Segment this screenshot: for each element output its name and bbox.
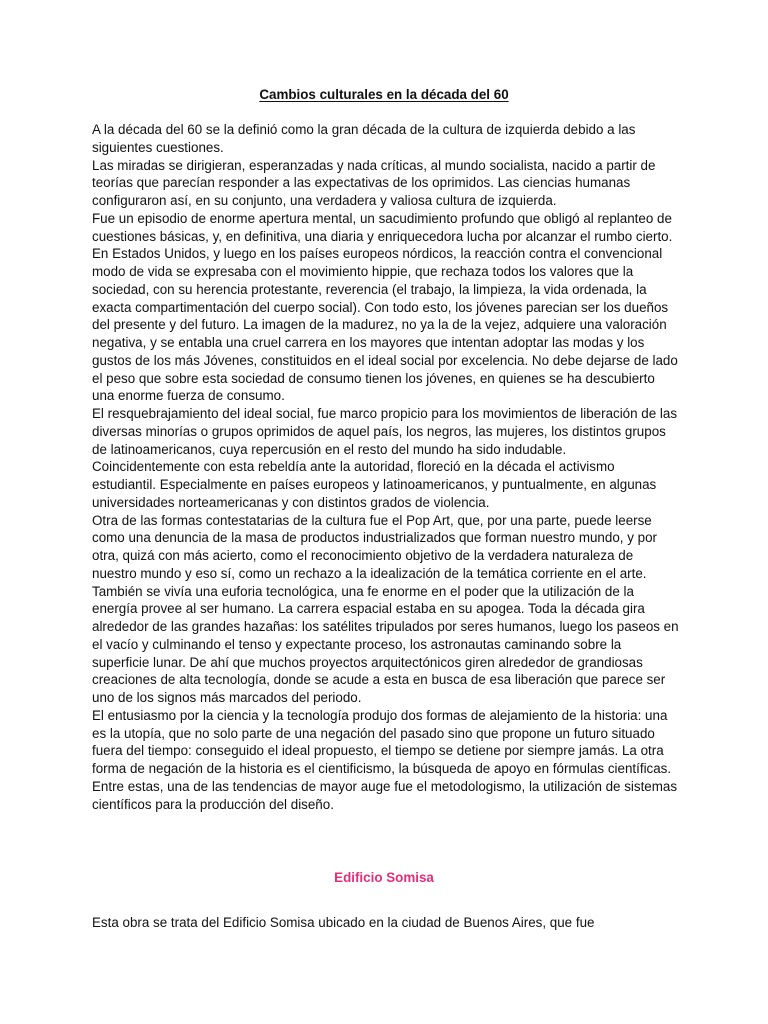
document-body: [92, 121, 680, 813]
paragraph: Otra de las formas contestatarias de la cultura fue el Pop Art, que, por una parte, puede leerse como una denuncia de la masa de productos industrializados que forman nuestro mundo, y por otra, quizá con más acierto, como el reconocimiento objetivo de la verdadera naturaleza de nuestro mundo y eso sí, como un rechazo a la idealización de la temática corriente en el arte.: [92, 512, 657, 581]
paragraph: El resquebrajamiento del ideal social, fue marco propicio para los movimientos de liberación de las diversas minorías o grupos oprimidos de aquel país, los negros, las mujeres, los distintos grupos de latinoamericanos, cuya repercusión en el resto del mundo ha sido indudable.: [92, 406, 678, 457]
paragraph: Fue un episodio de enorme apertura mental, un sacudimiento profundo que obligó al replanteo de cuestiones básicas, y, en definitiva, una diaria y enriquecedora lucha por alcanzar el rumbo cierto.: [92, 210, 673, 244]
section-heading: Edificio Somisa: [334, 870, 434, 885]
paragraph: También se vivía una euforia tecnológica, una fe enorme en el poder que la utilización de la energía provee al ser humano. La carrera espacial estaba en su apogea. Toda la década gira alrededor de las grandes hazañas: los satélites tripulados por seres humanos, luego los paseos en el vacío y culminando el tenso y expectante proceso, los astronautas caminando sobre la superficie lunar. De ahí que muchos proyectos arquitectónicos giren alrededor de grandiosas creaciones de alta tecnología, donde se acude a esta en busca de esa liberación que parece ser uno de los signos más marcados del periodo.: [92, 583, 679, 705]
document-title-text: Cambios culturales en la década del 60: [259, 87, 509, 102]
paragraph: Coincidentemente con esta rebeldía ante la autoridad, floreció en la década el activismo estudiantil. Especialmente en países europeos y latinoamericanos, y puntualmente, en algunas universidades norteamericanas y con distintos grados de violencia.: [92, 459, 657, 510]
paragraph: A la década del 60 se la definió como la gran década de la cultura de izquierda debido a las siguientes cuestiones.: [92, 122, 636, 155]
section-paragraph: Esta obra se trata del Edificio Somisa ubicado en la ciudad de Buenos Aires, que fue: [92, 915, 595, 930]
document-title: [0, 86, 768, 104]
paragraph: En Estados Unidos, y luego en los países europeos nórdicos, la reacción contra el convencional modo de vida se expresaba con el movimiento hippie, que rechaza todos los valores que la sociedad, con su herencia protestante, reverencia (el trabajo, la limpieza, la vida ordenada, la exacta compartimentación del cuerpo social). Con todo esto, los jóvenes parecian ser los dueños del presente y del futuro. La imagen de la madurez, no ya la de la vejez, adquiere una valoración negativa, y se entabla una cruel carrera en los mayores que intentan adoptar las modas y los gustos de los más Jóvenes, constituidos en el ideal social por excelencia. No debe dejarse de lado el peso que sobre esta sociedad de consumo tienen los jóvenes, en quienes se ha descubierto una enorme fuerza de consumo.: [92, 246, 678, 404]
paragraph: El entusiasmo por la ciencia y la tecnología produjo dos formas de alejamiento de la historia: una es la utopía, que no solo parte de una negación del pasado sino que propone un futuro situado fuera del tiempo: conseguido el ideal propuesto, el tiempo se detiene por siempre jamás. La otra forma de negación de la historia es el cientificismo, la búsqueda de apoyo en fórmulas científicas. Entre estas, una de las tendencias de mayor auge fue el metodologismo, la utilización de sistemas científicos para la producción del diseño.: [92, 707, 678, 812]
paragraph: Las miradas se dirigieran, esperanzadas y nada críticas, al mundo socialista, nacido a partir de teorías que parecían responder a las expectativas de los oprimidos. Las ciencias humanas configuraron así, en su conjunto, una verdadera y valiosa cultura de izquierda.: [92, 157, 656, 208]
